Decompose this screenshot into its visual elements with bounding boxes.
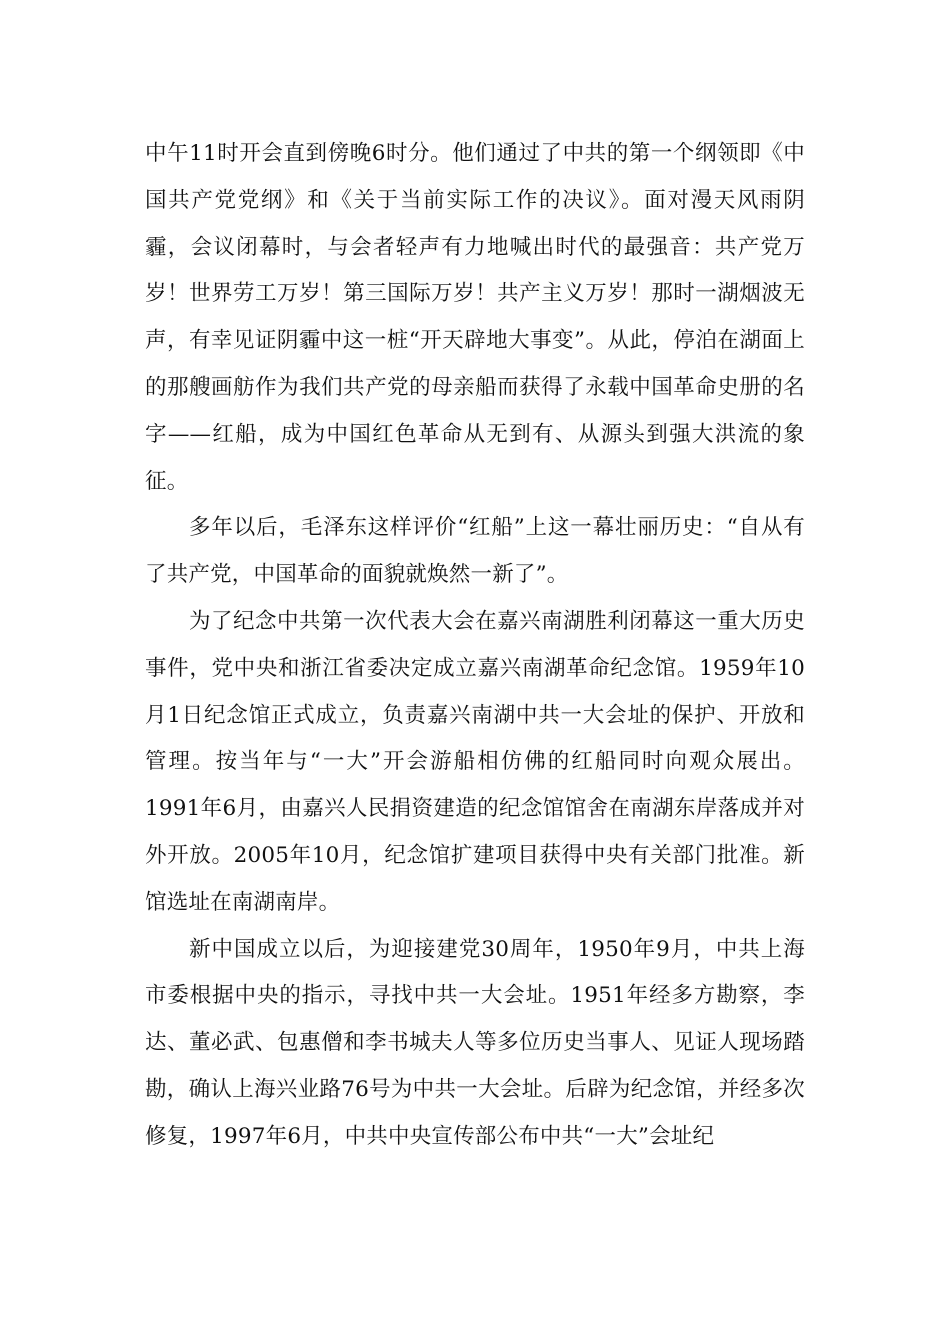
document-body bbox=[145, 131, 805, 1161]
paragraph-3: 为了纪念中共第一次代表大会在嘉兴南湖胜利闭幕这一重大历史事件，党中央和浙江省委决定成立嘉兴南湖革命纪念馆。1959年10月1日纪念馆正式成立，负责嘉兴南湖中共一大会址的保护、开放和管理。按当年与“一大”开会游船相仿佛的红船同时向观众展出。1991年6月，由嘉兴人民捐资建造的纪念馆馆舍在南湖东岸落成并对外开放。2005年10月，纪念馆扩建项目获得中央有关部门批准。新馆选址在南湖南岸。 bbox=[145, 608, 805, 915]
paragraph-2: 多年以后，毛泽东这样评价“红船”上这一幕壮丽历史：“自从有了共产党，中国革命的面貌就焕然一新了”。 bbox=[145, 515, 805, 588]
paragraph-4: 新中国成立以后，为迎接建党30周年，1950年9月，中共上海市委根据中央的指示，寻找中共一大会址。1951年经多方勘察，李达、董必武、包惠僧和李书城夫人等多位历史当事人、见证人现场踏勘，确认上海兴业路76号为中共一大会址。后辟为纪念馆，并经多次修复，1997年6月，中共中央宣传部公布中共“一大”会址纪 bbox=[145, 936, 805, 1149]
paragraph-1: 中午11时开会直到傍晚6时分。他们通过了中共的第一个纲领即《中国共产党党纲》和《关于当前实际工作的决议》。面对漫天风雨阴霾，会议闭幕时，与会者轻声有力地喊出时代的最强音：共产党万岁！世界劳工万岁！第三国际万岁！共产主义万岁！那时一湖烟波无声，有幸见证阴霾中这一桩“开天辟地大事变”。从此，停泊在湖面上的那艘画舫作为我们共产党的母亲船而获得了永载中国革命史册的名字——红船，成为中国红色革命从无到有、从源头到强大洪流的象征。 bbox=[145, 141, 805, 494]
